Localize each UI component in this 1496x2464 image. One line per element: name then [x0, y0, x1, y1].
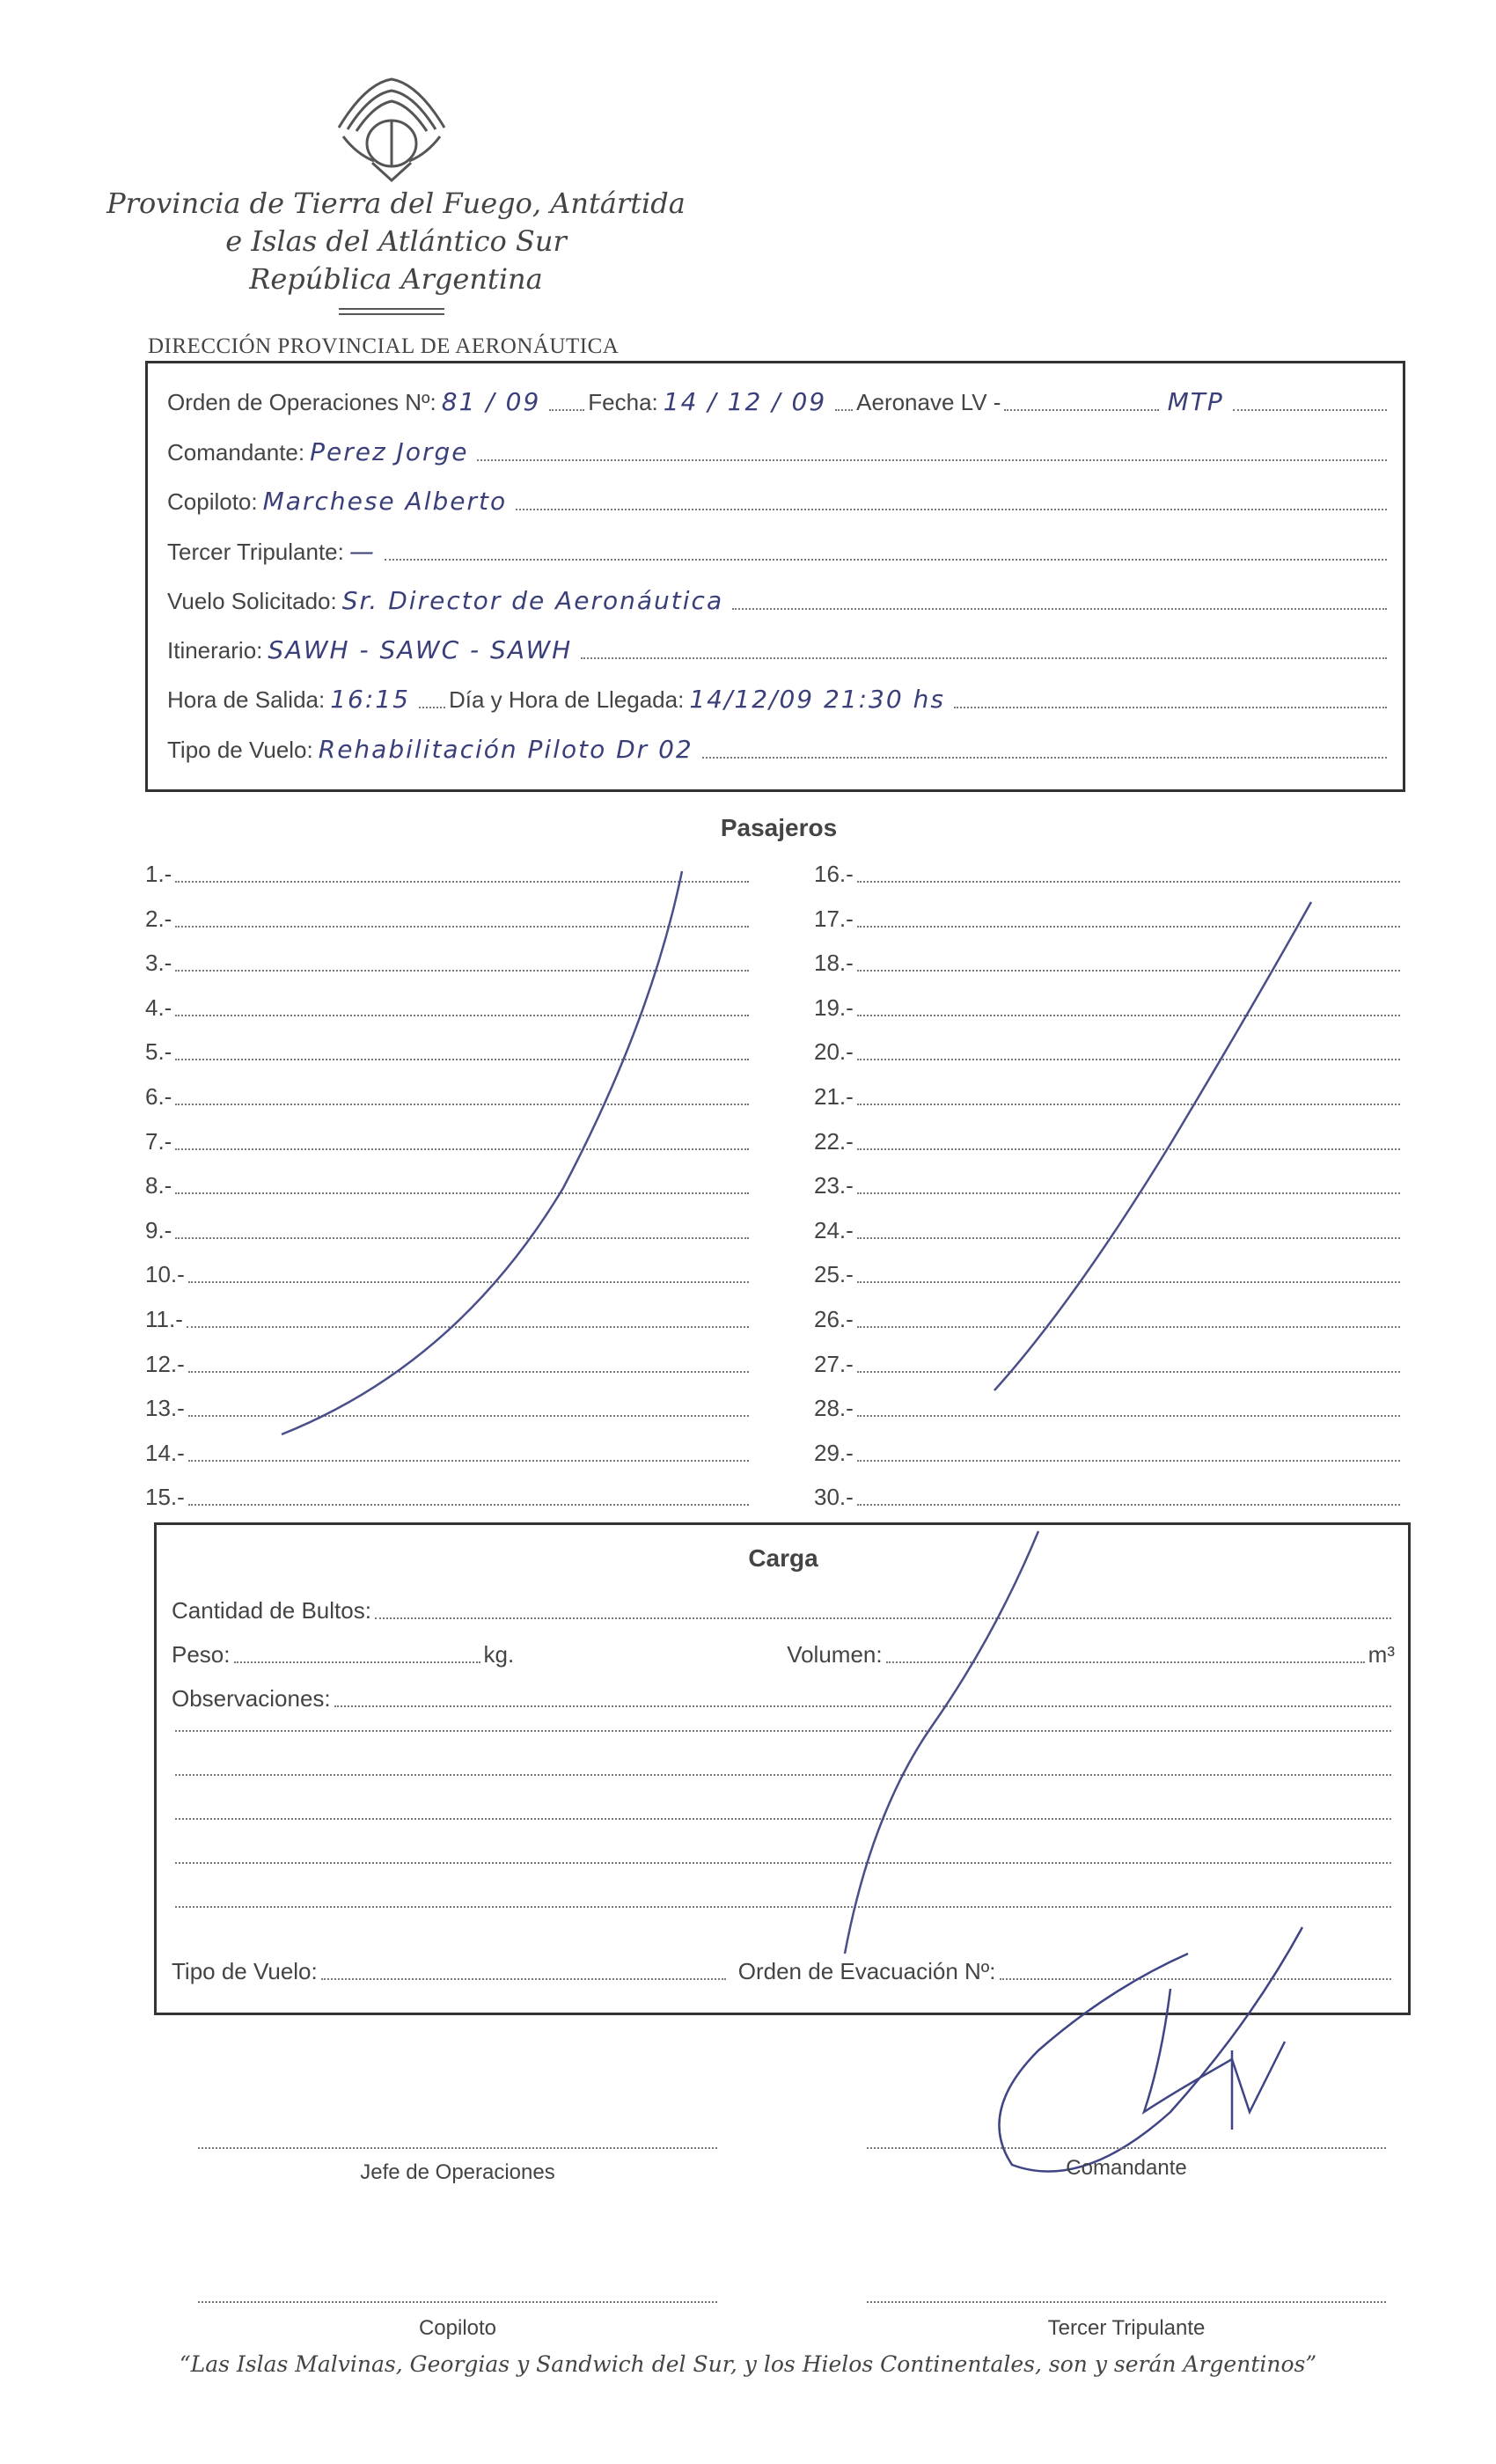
passenger-number: 13.- [145, 1395, 185, 1422]
passenger-number: 19.- [814, 994, 854, 1021]
copilot-label: Copiloto: [167, 488, 258, 515]
passenger-number: 6.- [145, 1083, 172, 1110]
passenger-number: 24.- [814, 1216, 854, 1243]
observaciones-label: Observaciones: [172, 1685, 331, 1712]
third-crew-value: — [348, 537, 376, 566]
passenger-number: 20.- [814, 1038, 854, 1066]
comandante-signature-label: Comandante [1066, 2156, 1187, 2180]
passenger-number: 18.- [814, 950, 854, 977]
passenger-number: 7.- [145, 1127, 172, 1155]
tercer-signature-label: Tercer Tripulante [1047, 2316, 1206, 2340]
passenger-number: 10.- [145, 1261, 185, 1288]
passenger-number: 8.- [145, 1172, 172, 1199]
passenger-number: 12.- [145, 1350, 185, 1377]
copiloto-signature-label: Copiloto [418, 2316, 497, 2340]
passenger-number: 21.- [814, 1083, 854, 1110]
passenger-number: 16.- [814, 861, 854, 887]
passenger-number: 17.- [814, 905, 854, 932]
commander-label: Comandante: [167, 439, 305, 466]
republic-name: República Argentina [249, 262, 543, 296]
passenger-number: 26.- [814, 1306, 854, 1332]
province-islands: e Islas del Atlántico Sur [225, 224, 567, 258]
order-number-label: Orden de Operaciones Nº: [167, 389, 436, 415]
date-label: Fecha: [588, 389, 658, 415]
peso-unit: kg. [483, 1641, 515, 1668]
requested-flight-label: Vuelo Solicitado: [167, 588, 337, 614]
commander-value: Perez Jorge [310, 437, 469, 466]
passenger-number: 1.- [145, 861, 172, 887]
passenger-number: 5.- [145, 1038, 172, 1066]
aircraft-value: MTP [1167, 387, 1224, 416]
third-crew-label: Tercer Tripulante: [167, 539, 344, 565]
arrival-label: Día y Hora de Llegada: [448, 686, 685, 713]
passenger-number: 2.- [145, 905, 172, 932]
date-value: 14 / 12 / 09 [663, 387, 827, 416]
bultos-label: Cantidad de Bultos: [172, 1597, 371, 1624]
itinerary-label: Itinerario: [167, 637, 263, 664]
passenger-number: 9.- [145, 1216, 172, 1243]
volumen-unit: m³ [1368, 1641, 1395, 1668]
passenger-number: 22.- [814, 1127, 854, 1155]
volumen-label: Volumen: [787, 1641, 883, 1668]
evacuation-order-label: Orden de Evacuación Nº: [737, 1958, 996, 1984]
passenger-number: 27.- [814, 1350, 854, 1377]
peso-label: Peso: [172, 1641, 231, 1668]
passenger-number: 15.- [145, 1484, 185, 1511]
departure-value: 16:15 [330, 685, 410, 714]
passengers-title: Pasajeros [720, 814, 838, 841]
passenger-number: 30.- [814, 1484, 854, 1511]
departure-label: Hora de Salida: [167, 686, 326, 713]
order-number-value: 81 / 09 [441, 387, 541, 416]
cargo-title: Carga [748, 1544, 818, 1572]
passenger-number: 4.- [145, 994, 172, 1021]
comandante-signature-line [867, 2147, 1386, 2149]
cargo-strike-and-signature [0, 1496, 1496, 2244]
copiloto-signature-line [198, 2301, 717, 2303]
requested-flight-value: Sr. Director de Aeronáutica [341, 586, 724, 615]
passenger-number: 11.- [145, 1306, 183, 1332]
arrival-value: 14/12/09 21:30 hs [689, 685, 945, 714]
flight-type-value: Rehabilitación Piloto Dr 02 [318, 735, 693, 764]
flight-type-label: Tipo de Vuelo: [167, 737, 313, 763]
copilot-value: Marchese Alberto [262, 487, 508, 516]
passenger-number: 3.- [145, 950, 172, 977]
passenger-number: 28.- [814, 1395, 854, 1422]
passenger-number: 23.- [814, 1172, 854, 1199]
itinerary-value: SAWH - SAWC - SAWH [268, 635, 573, 664]
aircraft-label: Aeronave LV - [856, 389, 1001, 415]
passenger-number: 25.- [814, 1261, 854, 1288]
province-name: Provincia de Tierra del Fuego, Antártida [106, 187, 686, 220]
cargo-flight-type-label: Tipo de Vuelo: [172, 1958, 318, 1984]
passenger-number: 14.- [145, 1439, 185, 1466]
agency-name: DIRECCIÓN PROVINCIAL DE AERONÁUTICA [148, 334, 620, 358]
footer-motto: “Las Islas Malvinas, Georgias y Sandwich del Sur, y los Hielos Continentales, son y serán Argentinos” [179, 2351, 1317, 2377]
tercer-signature-line [867, 2301, 1386, 2303]
jefe-signature-line [198, 2147, 717, 2149]
passenger-number: 29.- [814, 1439, 854, 1466]
jefe-signature-label: Jefe de Operaciones [360, 2160, 555, 2184]
